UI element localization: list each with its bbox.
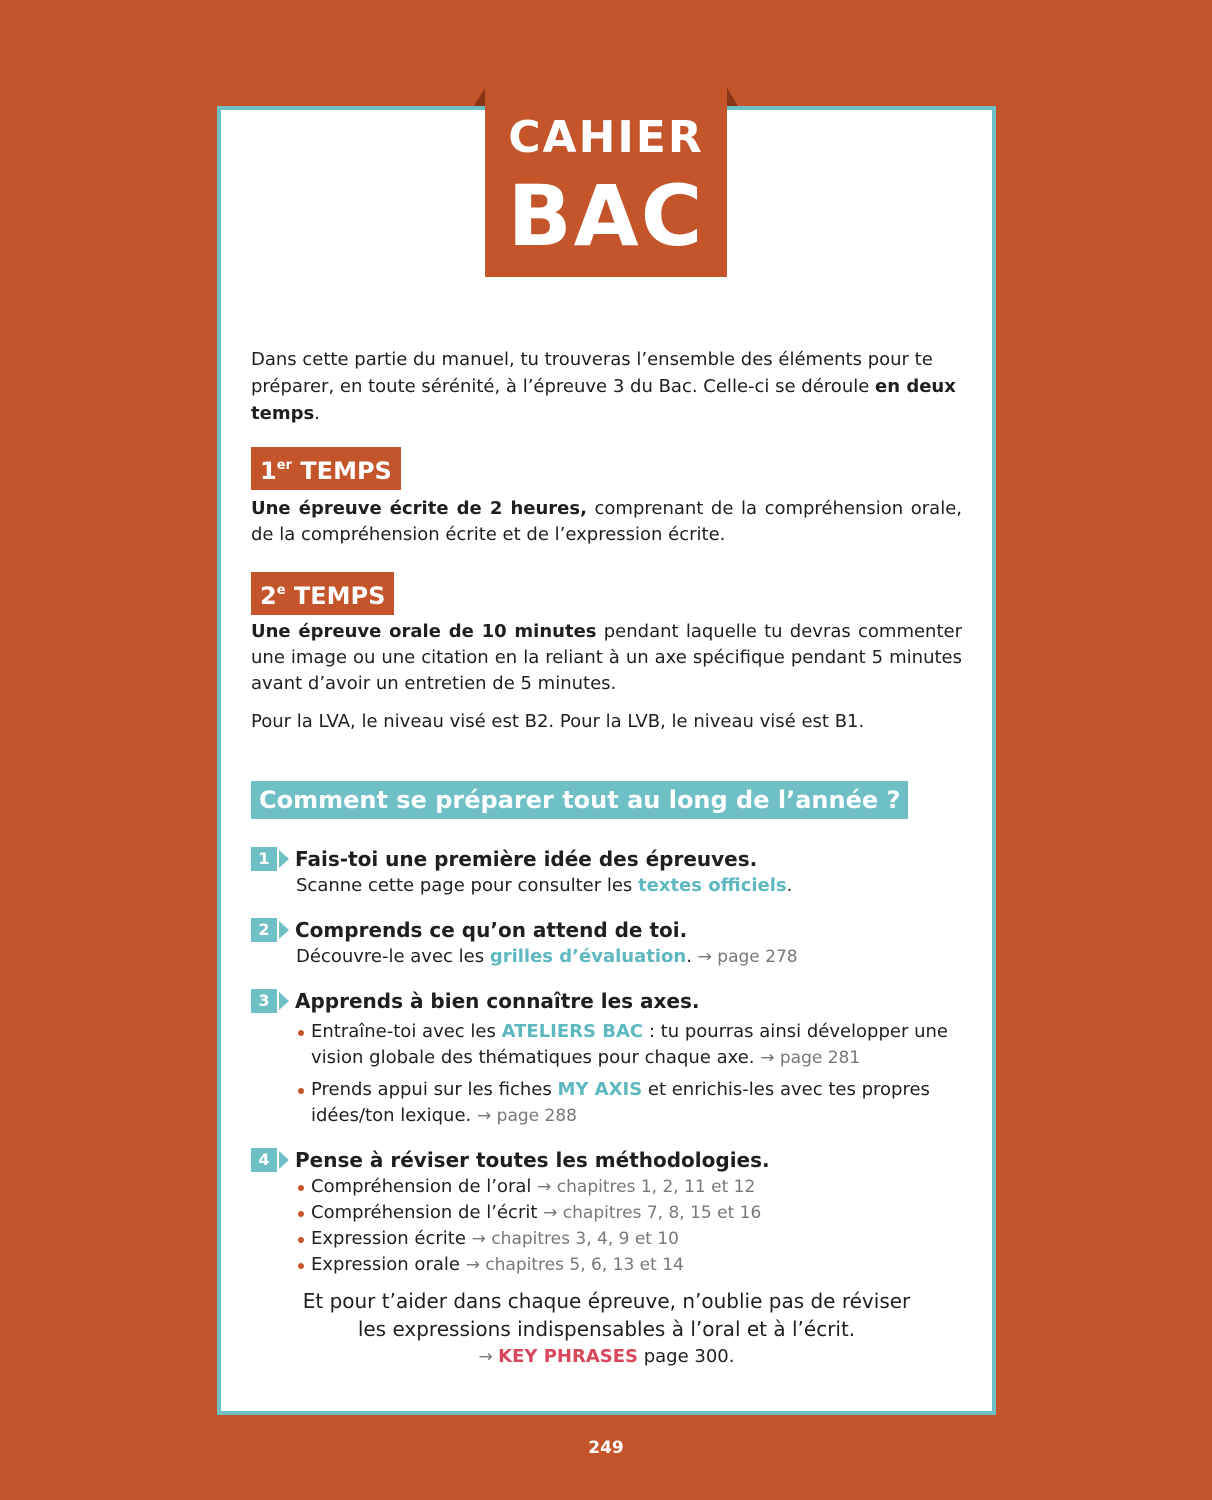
chapter-reference: → chapitres 1, 2, 11 et 12 xyxy=(537,1177,756,1197)
step-title: Comprends ce qu’on attend de toi. xyxy=(295,918,688,942)
bullet-text-end: et enrichis-les avec tes propres idées/ton lexique. xyxy=(311,1079,930,1126)
temps1-label xyxy=(251,447,401,490)
closing-line-1: Et pour t’aider dans chaque épreuve, n’oublie pas de réviser xyxy=(302,1289,911,1313)
grids-link[interactable]: grilles d’évaluation xyxy=(489,946,687,967)
chapter-reference: → chapitres 3, 4, 9 et 10 xyxy=(471,1229,680,1249)
step-2 xyxy=(251,916,962,970)
temps1-text xyxy=(251,496,962,548)
key-phrases-link[interactable]: KEY PHRASES xyxy=(498,1346,638,1367)
step-title: Apprends à bien connaître les axes. xyxy=(295,989,700,1013)
step-number: 3 xyxy=(251,989,277,1013)
bullet-text: Expression orale xyxy=(311,1254,460,1275)
my-axis-link[interactable]: MY AXIS xyxy=(557,1079,643,1100)
step-text: Découvre-le avec les xyxy=(296,946,490,967)
intro-end: . xyxy=(314,403,320,424)
step-number: 4 xyxy=(251,1148,277,1172)
bullet-text: Expression écrite xyxy=(311,1228,466,1249)
temps2-label xyxy=(251,572,394,615)
bullet-text: Compréhension de l’oral xyxy=(311,1176,532,1197)
step-text-end: . xyxy=(786,875,793,896)
list-item xyxy=(296,1174,962,1200)
section-title: Comment se préparer tout au long de l’année ? xyxy=(251,781,908,819)
step-bullets xyxy=(296,1174,962,1278)
temps2-word: TEMPS xyxy=(293,582,386,610)
page-number: 249 xyxy=(588,1438,624,1458)
triangle-arrow-icon xyxy=(279,921,289,939)
list-item xyxy=(296,1252,962,1278)
temps1-word: TEMPS xyxy=(300,457,392,485)
title-bac: BAC xyxy=(507,167,705,265)
temps2-text xyxy=(251,619,962,697)
step-body xyxy=(296,873,962,899)
triangle-arrow-icon xyxy=(279,850,289,868)
temps2-block xyxy=(251,572,962,735)
bullet-text: Prends appui sur les fiches xyxy=(311,1079,558,1100)
temps1-bold: Une épreuve écrite de 2 heures, xyxy=(251,498,587,519)
temps1-num: 1 xyxy=(260,457,277,485)
list-item xyxy=(296,1226,962,1252)
page-reference: → page 288 xyxy=(477,1106,577,1126)
closing-reference xyxy=(251,1343,962,1371)
step-text-end: . xyxy=(686,946,692,967)
triangle-arrow-icon xyxy=(279,1151,289,1169)
level-note: Pour la LVA, le niveau visé est B2. Pour la LVB, le niveau visé est B1. xyxy=(251,711,865,732)
intro-bold: en deux temps xyxy=(251,376,956,424)
temps1-block xyxy=(251,447,962,548)
temps1-sup: er xyxy=(276,458,292,473)
page-reference: → page 278 xyxy=(697,947,798,967)
chapter-reference: → chapitres 5, 6, 13 et 14 xyxy=(465,1255,684,1275)
step-1 xyxy=(251,845,962,899)
official-texts-link[interactable]: textes officiels xyxy=(638,875,787,896)
arrow-right-icon: → xyxy=(478,1347,499,1367)
step-text: Scanne cette page pour consulter les xyxy=(296,875,639,896)
step-number: 1 xyxy=(251,847,277,871)
step-number: 2 xyxy=(251,918,277,942)
step-title: Pense à réviser toutes les méthodologies. xyxy=(295,1148,770,1172)
tab-fold-left xyxy=(474,88,485,106)
chapter-reference: → chapitres 7, 8, 15 et 16 xyxy=(543,1203,762,1223)
step-body xyxy=(296,944,962,970)
main-content xyxy=(251,346,962,1278)
closing-page: page 300. xyxy=(638,1346,735,1367)
bullet-text: Compréhension de l’écrit xyxy=(311,1202,538,1223)
temps2-num: 2 xyxy=(260,582,277,610)
temps2-sup: e xyxy=(276,583,286,598)
list-item xyxy=(296,1077,962,1129)
title-cahier: CAHIER xyxy=(508,112,704,163)
temps2-body: pendant laquelle tu devras commenter une image ou une citation en la reliant à un axe spécifique pendant 5 minutes avant d’avoir un entretien de 5 minutes. xyxy=(251,621,962,694)
intro-text: Dans cette partie du manuel, tu trouveras l’ensemble des éléments pour te préparer, en toute sérénité, à l’épreuve 3 du Bac. Celle-ci se déroule xyxy=(251,349,933,397)
step-3 xyxy=(251,987,962,1129)
step-bullets xyxy=(296,1019,962,1129)
temps2-bold: Une épreuve orale de 10 minutes xyxy=(251,621,597,642)
bullet-text: Entraîne-toi avec les xyxy=(311,1021,502,1042)
bullet-text-end: : tu pourras ainsi développer une vision globale des thématiques pour chaque axe. xyxy=(311,1021,948,1068)
list-item xyxy=(296,1019,962,1071)
closing-note xyxy=(251,1287,962,1371)
list-item xyxy=(296,1200,962,1226)
intro-paragraph xyxy=(251,346,962,427)
title-tab xyxy=(485,88,727,277)
tab-fold-right xyxy=(727,88,738,106)
page-reference: → page 281 xyxy=(760,1048,861,1068)
step-title: Fais-toi une première idée des épreuves. xyxy=(295,847,758,871)
step-4 xyxy=(251,1146,962,1278)
ateliers-link[interactable]: ATELIERS BAC xyxy=(501,1021,644,1042)
prep-section xyxy=(251,781,962,819)
closing-line-2: les expressions indispensables à l’oral et à l’écrit. xyxy=(357,1317,856,1341)
temps1-body: comprenant de la compréhension orale, de la compréhension écrite et de l’expression écrite. xyxy=(251,498,963,545)
triangle-arrow-icon xyxy=(279,992,289,1010)
